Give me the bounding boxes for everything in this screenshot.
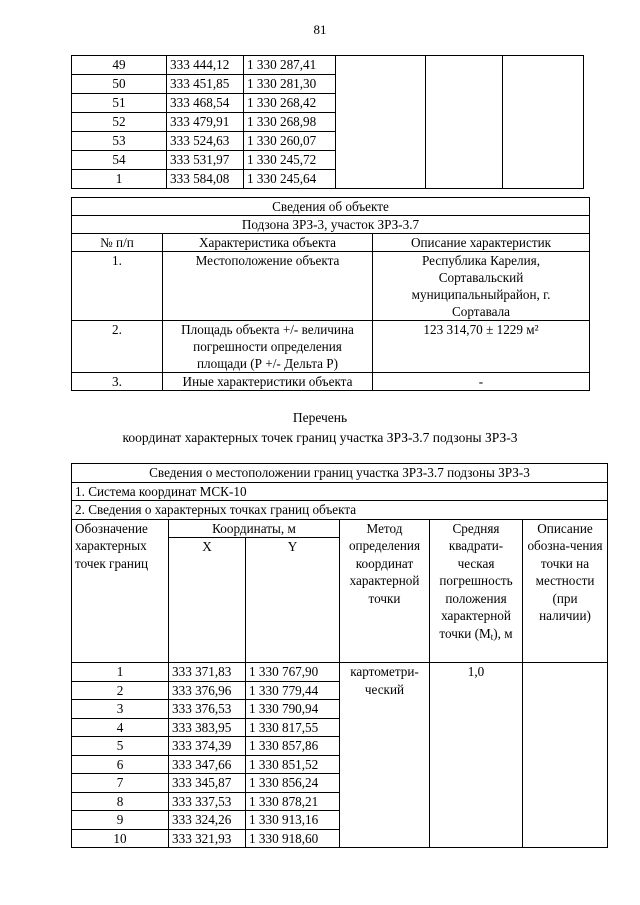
point-number: 51 [72, 94, 167, 113]
point-number: 53 [72, 132, 167, 151]
point-number: 4 [72, 718, 169, 737]
header-characteristic: Характеристика объекта [163, 234, 373, 252]
point-y: 1 330 281,30 [244, 75, 336, 94]
point-y: 1 330 913,16 [246, 811, 340, 830]
header-coordinates: Координаты, м [169, 519, 340, 538]
point-x: 333 383,95 [169, 718, 246, 737]
point-y: 1 330 767,90 [246, 663, 340, 682]
point-y: 1 330 851,52 [246, 755, 340, 774]
list-subheading: координат характерных точек границ участка ЗРЗ-3.7 подзоны ЗРЗ-3 [122, 430, 518, 445]
point-x: 333 324,26 [169, 811, 246, 830]
table-row [72, 56, 584, 75]
point-number: 8 [72, 792, 169, 811]
coordinates-table-continuation [71, 55, 584, 189]
point-x: 333 376,53 [169, 700, 246, 719]
point-number: 3 [72, 700, 169, 719]
point-x: 333 479,91 [167, 113, 244, 132]
point-number: 9 [72, 811, 169, 830]
row-characteristic: Иные характеристики объекта [163, 373, 373, 391]
point-y: 1 330 245,72 [244, 151, 336, 170]
header-number: № п/п [72, 234, 163, 252]
point-x: 333 371,83 [169, 663, 246, 682]
point-number: 50 [72, 75, 167, 94]
coordinate-system: 1. Система координат МСК-10 [72, 482, 608, 501]
point-number: 52 [72, 113, 167, 132]
object-info-subtitle: Подзона ЗРЗ-3, участок ЗРЗ-3.7 [72, 216, 590, 234]
header-point-description: Описание обозна-чения точки на местности (при наличии) [523, 519, 608, 663]
object-info-title: Сведения об объекте [72, 198, 590, 216]
point-x: 333 337,53 [169, 792, 246, 811]
row-number: 3. [72, 373, 163, 391]
point-x: 333 584,08 [167, 170, 244, 189]
header-y: Y [246, 538, 340, 663]
point-y: 1 330 857,86 [246, 737, 340, 756]
point-x: 333 321,93 [169, 829, 246, 848]
table-row [72, 663, 608, 682]
point-number: 54 [72, 151, 167, 170]
point-y: 1 330 779,44 [246, 681, 340, 700]
method-cell [336, 56, 426, 189]
page-number: 81 [313, 22, 327, 37]
error-cell [426, 56, 503, 189]
row-description: 123 314,70 ± 1229 м² [373, 321, 590, 373]
point-y: 1 330 817,55 [246, 718, 340, 737]
point-x: 333 374,39 [169, 737, 246, 756]
header-error: Средняя квадрати-ческая погрешность положения характерной точки $(M_t)$, м [430, 519, 523, 663]
point-number: 1 [72, 170, 167, 189]
point-x: 333 451,85 [167, 75, 244, 94]
point-y: 1 330 260,07 [244, 132, 336, 151]
point-number: 49 [72, 56, 167, 75]
point-x: 333 444,12 [167, 56, 244, 75]
header-x: X [169, 538, 246, 663]
object-info-table [71, 197, 590, 391]
point-x: 333 524,63 [167, 132, 244, 151]
point-number: 7 [72, 774, 169, 793]
row-description: - [373, 373, 590, 391]
row-number: 1. [72, 252, 163, 321]
row-characteristic: Площадь объекта +/- величина погрешности определения площади (Р +/- Дельта Р) [163, 321, 373, 373]
point-number: 1 [72, 663, 169, 682]
row-number: 2. [72, 321, 163, 373]
point-x: 333 347,66 [169, 755, 246, 774]
point-x: 333 345,87 [169, 774, 246, 793]
header-description: Описание характеристик [373, 234, 590, 252]
error-value: 1,0 [430, 663, 523, 848]
point-y: 1 330 878,21 [246, 792, 340, 811]
points-section-title: 2. Сведения о характерных точках границ объекта [72, 501, 608, 520]
point-y: 1 330 245,64 [244, 170, 336, 189]
method-value: картометри-ческий [340, 663, 430, 848]
list-heading: Перечень [292, 410, 348, 425]
row-characteristic: Местоположение объекта [163, 252, 373, 321]
description-cell [503, 56, 584, 189]
point-y: 1 330 268,42 [244, 94, 336, 113]
point-x: 333 468,54 [167, 94, 244, 113]
point-y: 1 330 856,24 [246, 774, 340, 793]
header-designation: Обозначение характерных точек границ [72, 519, 169, 663]
coordinates-table [71, 463, 608, 848]
point-y: 1 330 268,98 [244, 113, 336, 132]
point-description-value [523, 663, 608, 848]
point-number: 6 [72, 755, 169, 774]
point-number: 10 [72, 829, 169, 848]
point-x: 333 531,97 [167, 151, 244, 170]
row-description: Республика Карелия, Сортавальский муниципальныйрайон, г. Сортавала [373, 252, 590, 321]
point-x: 333 376,96 [169, 681, 246, 700]
point-y: 1 330 287,41 [244, 56, 336, 75]
coords-table-title: Сведения о местоположении границ участка ЗРЗ-3.7 подзоны ЗРЗ-3 [72, 464, 608, 483]
point-number: 2 [72, 681, 169, 700]
header-method: Метод определения координат характерной точки [340, 519, 430, 663]
point-y: 1 330 918,60 [246, 829, 340, 848]
point-y: 1 330 790,94 [246, 700, 340, 719]
point-number: 5 [72, 737, 169, 756]
